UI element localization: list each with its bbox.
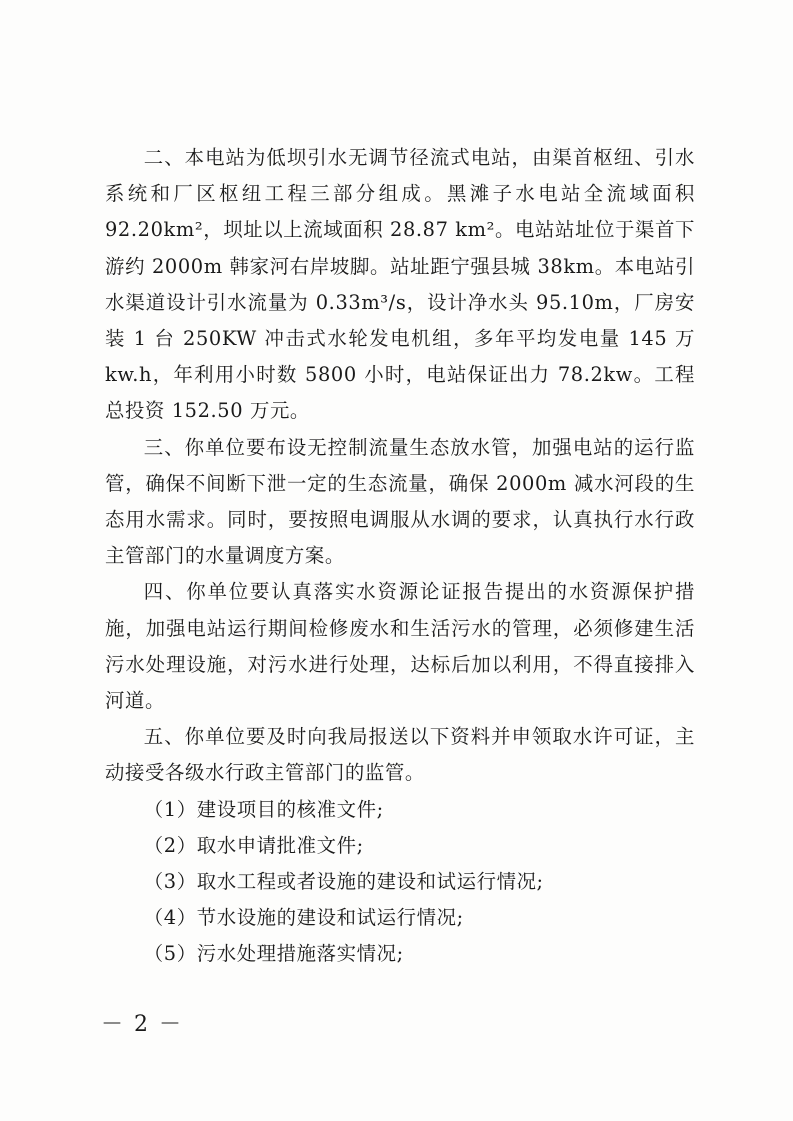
paragraph-four: 四、你单位要认真落实水资源论证报告提出的水资源保护措施，加强电站运行期间检修废水和生活污水的管理，必须修建生活污水处理设施，对污水进行处理，达标后加以利用，不得直接排入河道。: [105, 580, 695, 713]
list-item: （3）取水工程或者设施的建设和试运行情况;: [143, 870, 544, 894]
list-item: （5）污水处理措施落实情况;: [143, 942, 404, 966]
page-number: － 2 －: [101, 1012, 183, 1037]
list-item: （1）建设项目的核准文件;: [143, 797, 384, 821]
paragraph-two: 二、本电站为低坝引水无调节径流式电站，由渠首枢纽、引水系统和厂区枢纽工程三部分组成。黑滩子水电站全流域面积 92.20km²，坝址以上流域面积 28.87 km²。电站站址位于渠首下游约 2000m 韩家河右岸坡脚。站址距宁强县城 38km。本电站引水渠道设计引水流量为 0.33m³/s，设计净水头 95.10m，厂房安装 1 台 250KW 冲击式水轮发电机组，多年平均发电量 145 万 kw.h，年利用小时数 5800 小时，电站保证出力 78.2kw。工程总投资 152.50 万元。: [105, 146, 695, 423]
document-body: [105, 140, 695, 973]
paragraph-three: 三、你单位要布设无控制流量生态放水管，加强电站的运行监管，确保不间断下泄一定的生态流量，确保 2000m 减水河段的生态用水需求。同时，要按照电调服从水调的要求，认真执行水行政主管部门的水量调度方案。: [105, 435, 695, 568]
paragraph-five: 五、你单位要及时向我局报送以下资料并申领取水许可证，主动接受各级水行政主管部门的监管。: [105, 725, 695, 785]
list-item: （2）取水申请批准文件;: [143, 833, 364, 857]
list-item: （4）节水设施的建设和试运行情况;: [143, 906, 464, 930]
